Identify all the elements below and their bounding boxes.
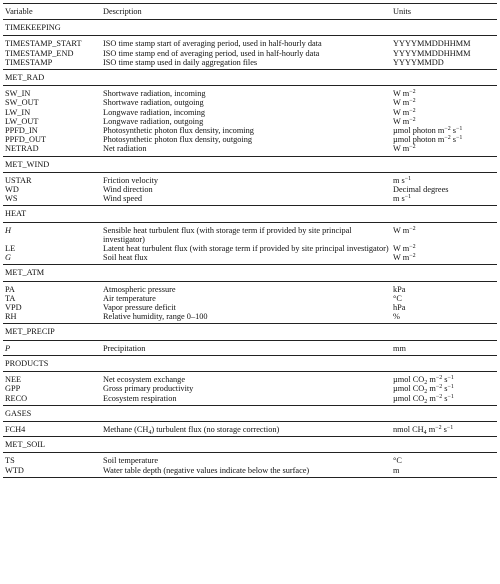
table-header bbox=[3, 3, 497, 20]
units-cell: W $m^{-2}$ bbox=[393, 244, 416, 254]
variable-cell: NETRAD bbox=[5, 144, 39, 154]
table-row bbox=[3, 456, 497, 465]
variable-cell: PA bbox=[5, 284, 15, 294]
section-body bbox=[3, 223, 497, 266]
description-cell: Water table depth (negative values indicate below the surface) bbox=[103, 465, 310, 475]
variable-cell: G bbox=[5, 253, 11, 263]
units-cell: µmol $CO_2$ $m^{-2}$ $s^{-1}$ bbox=[393, 375, 454, 387]
variable-cell: TIMESTAMP_START bbox=[5, 39, 82, 49]
section-heading: MET_RAD bbox=[3, 70, 497, 86]
variable-cell: USTAR bbox=[5, 175, 32, 185]
variable-cell: P bbox=[5, 343, 11, 353]
variable-cell: RH bbox=[5, 312, 17, 322]
section-heading: TIMEKEEPING bbox=[3, 20, 497, 36]
variable-cell: LW_IN bbox=[5, 107, 31, 117]
table-row bbox=[3, 49, 497, 58]
description-cell: Precipitation bbox=[103, 343, 146, 353]
header-variable: Variable bbox=[5, 7, 33, 16]
section-body bbox=[3, 341, 497, 356]
description-cell: Longwave radiation, outgoing bbox=[103, 116, 204, 126]
table-row bbox=[3, 117, 497, 126]
units-cell: µmol photon $m^{-2}$ $s^{-1}$ bbox=[393, 126, 463, 136]
table-row bbox=[3, 394, 497, 403]
header-description: Description bbox=[103, 7, 142, 16]
section-heading: MET_PRECIP bbox=[3, 324, 497, 340]
variable-cell: TS bbox=[5, 456, 15, 466]
table-row bbox=[3, 144, 497, 153]
units-cell: W $m^{-2}$ bbox=[393, 89, 416, 99]
variable-cell: NEE bbox=[5, 375, 22, 385]
units-cell: m $s^{-1}$ bbox=[393, 175, 412, 185]
description-cell: Friction velocity bbox=[103, 175, 159, 185]
table-row bbox=[3, 185, 497, 194]
variable-cell: SW_IN bbox=[5, 89, 31, 99]
section-body bbox=[3, 173, 497, 207]
variable-cell: LE bbox=[5, 244, 16, 254]
variable-table bbox=[3, 3, 497, 478]
description-cell: Net ecosystem exchange bbox=[103, 375, 186, 385]
table-row bbox=[3, 58, 497, 67]
units-cell: µmol $CO_2$ $m^{-2}$ $s^{-1}$ bbox=[393, 384, 454, 396]
table-row bbox=[3, 253, 497, 262]
table-row bbox=[3, 176, 497, 185]
section-body bbox=[3, 372, 497, 406]
section-body bbox=[3, 86, 497, 156]
description-cell: Net radiation bbox=[103, 144, 147, 154]
section-heading: HEAT bbox=[3, 206, 497, 222]
variable-cell: PPFD_OUT bbox=[5, 135, 47, 145]
units-cell: W $m^{-2}$ bbox=[393, 107, 416, 117]
description-cell: Relative humidity, range 0–100 bbox=[103, 312, 208, 322]
table-row bbox=[3, 226, 497, 244]
table-row bbox=[3, 89, 497, 98]
description-cell: Sensible heat turbulent flux (with storage term if provided by site principal investigator) bbox=[103, 225, 352, 244]
variable-cell: VPD bbox=[5, 303, 22, 313]
units-cell: hPa bbox=[393, 303, 406, 313]
units-cell: % bbox=[393, 312, 400, 322]
section-heading: MET_SOIL bbox=[3, 437, 497, 453]
description-cell: Soil temperature bbox=[103, 456, 159, 466]
units-cell: mm bbox=[393, 343, 406, 353]
description-cell: Methane $(CH_4)$ turbulent flux (no storage correction) bbox=[103, 424, 280, 436]
table-row bbox=[3, 108, 497, 117]
section-body bbox=[3, 282, 497, 325]
table-row bbox=[3, 39, 497, 48]
units-cell: m bbox=[393, 465, 400, 475]
description-cell: Gross primary productivity bbox=[103, 384, 194, 394]
variable-cell: TA bbox=[5, 293, 16, 303]
description-cell: ISO time stamp used in daily aggregation files bbox=[103, 57, 258, 67]
description-cell: Ecosystem respiration bbox=[103, 393, 177, 403]
units-cell: °C bbox=[393, 293, 402, 303]
units-cell: kPa bbox=[393, 284, 406, 294]
description-cell: Soil heat flux bbox=[103, 253, 148, 263]
variable-cell: PPFD_IN bbox=[5, 126, 38, 136]
units-cell: µmol $CO_2$ $m^{-2}$ $s^{-1}$ bbox=[393, 393, 454, 405]
units-cell: W $m^{-2}$ bbox=[393, 144, 416, 154]
section-heading: GASES bbox=[3, 406, 497, 422]
section-heading: MET_WIND bbox=[3, 157, 497, 173]
table-row bbox=[3, 466, 497, 475]
table-row bbox=[3, 285, 497, 294]
description-cell: Longwave radiation, incoming bbox=[103, 107, 206, 117]
table-row bbox=[3, 384, 497, 396]
section-body bbox=[3, 36, 497, 70]
table-row bbox=[3, 194, 497, 203]
variable-cell: TIMESTAMP_END bbox=[5, 48, 74, 58]
variable-cell: H bbox=[5, 225, 11, 235]
section-heading: PRODUCTS bbox=[3, 356, 497, 372]
table-row bbox=[3, 135, 497, 144]
variable-cell: WTD bbox=[5, 465, 24, 475]
units-cell: YYYYMMDD bbox=[393, 57, 444, 67]
description-cell: Air temperature bbox=[103, 293, 156, 303]
units-cell: °C bbox=[393, 456, 402, 466]
description-cell: ISO time stamp end of averaging period, used in half-hourly data bbox=[103, 48, 320, 58]
description-cell: Vapor pressure deficit bbox=[103, 303, 176, 313]
description-cell: Shortwave radiation, outgoing bbox=[103, 98, 204, 108]
description-cell: Shortwave radiation, incoming bbox=[103, 89, 206, 99]
units-cell: Decimal degrees bbox=[393, 185, 449, 195]
table-row bbox=[3, 312, 497, 321]
units-cell: W $m^{-2}$ bbox=[393, 225, 416, 235]
description-cell: Wind speed bbox=[103, 194, 143, 204]
description-cell: ISO time stamp start of averaging period, used in half-hourly data bbox=[103, 39, 322, 49]
table-row bbox=[3, 126, 497, 135]
table-row bbox=[3, 425, 497, 434]
table-sections bbox=[3, 20, 497, 478]
variable-cell: SW_OUT bbox=[5, 98, 39, 108]
units-cell: YYYYMMDDHHMM bbox=[393, 39, 471, 49]
description-cell: Wind direction bbox=[103, 185, 153, 195]
variable-cell: RECO bbox=[5, 393, 28, 403]
units-cell: W $m^{-2}$ bbox=[393, 116, 416, 126]
variable-cell: LW_OUT bbox=[5, 116, 39, 126]
table-row bbox=[3, 98, 497, 107]
units-cell: W $m^{-2}$ bbox=[393, 253, 416, 263]
description-cell: Atmospheric pressure bbox=[103, 284, 176, 294]
table-row bbox=[3, 303, 497, 312]
description-cell: Photosynthetic photon flux density, outgoing bbox=[103, 135, 253, 145]
table-row bbox=[3, 244, 497, 253]
variable-cell: WD bbox=[5, 185, 19, 195]
section-body bbox=[3, 422, 497, 437]
description-cell: Photosynthetic photon flux density, incoming bbox=[103, 126, 254, 136]
section-body bbox=[3, 453, 497, 477]
variable-cell: GPP bbox=[5, 384, 21, 394]
units-cell: W $m^{-2}$ bbox=[393, 98, 416, 108]
units-cell: m $s^{-1}$ bbox=[393, 194, 412, 204]
units-cell: nmol $CH_4$ $m^{-2}$ $s^{-1}$ bbox=[393, 424, 454, 436]
header-units: Units bbox=[393, 7, 411, 16]
units-cell: YYYYMMDDHHMM bbox=[393, 48, 471, 58]
section-heading: MET_ATM bbox=[3, 265, 497, 281]
variable-cell: TIMESTAMP bbox=[5, 57, 53, 67]
table-row bbox=[3, 344, 497, 353]
table-row bbox=[3, 375, 497, 387]
variable-cell: FCH4 bbox=[5, 424, 26, 434]
description-cell: Latent heat turbulent flux (with storage term if provided by site principal investigator) bbox=[103, 244, 389, 254]
units-cell: µmol photon $m^{-2}$ $s^{-1}$ bbox=[393, 135, 463, 145]
variable-cell: WS bbox=[5, 194, 18, 204]
table-row bbox=[3, 294, 497, 303]
